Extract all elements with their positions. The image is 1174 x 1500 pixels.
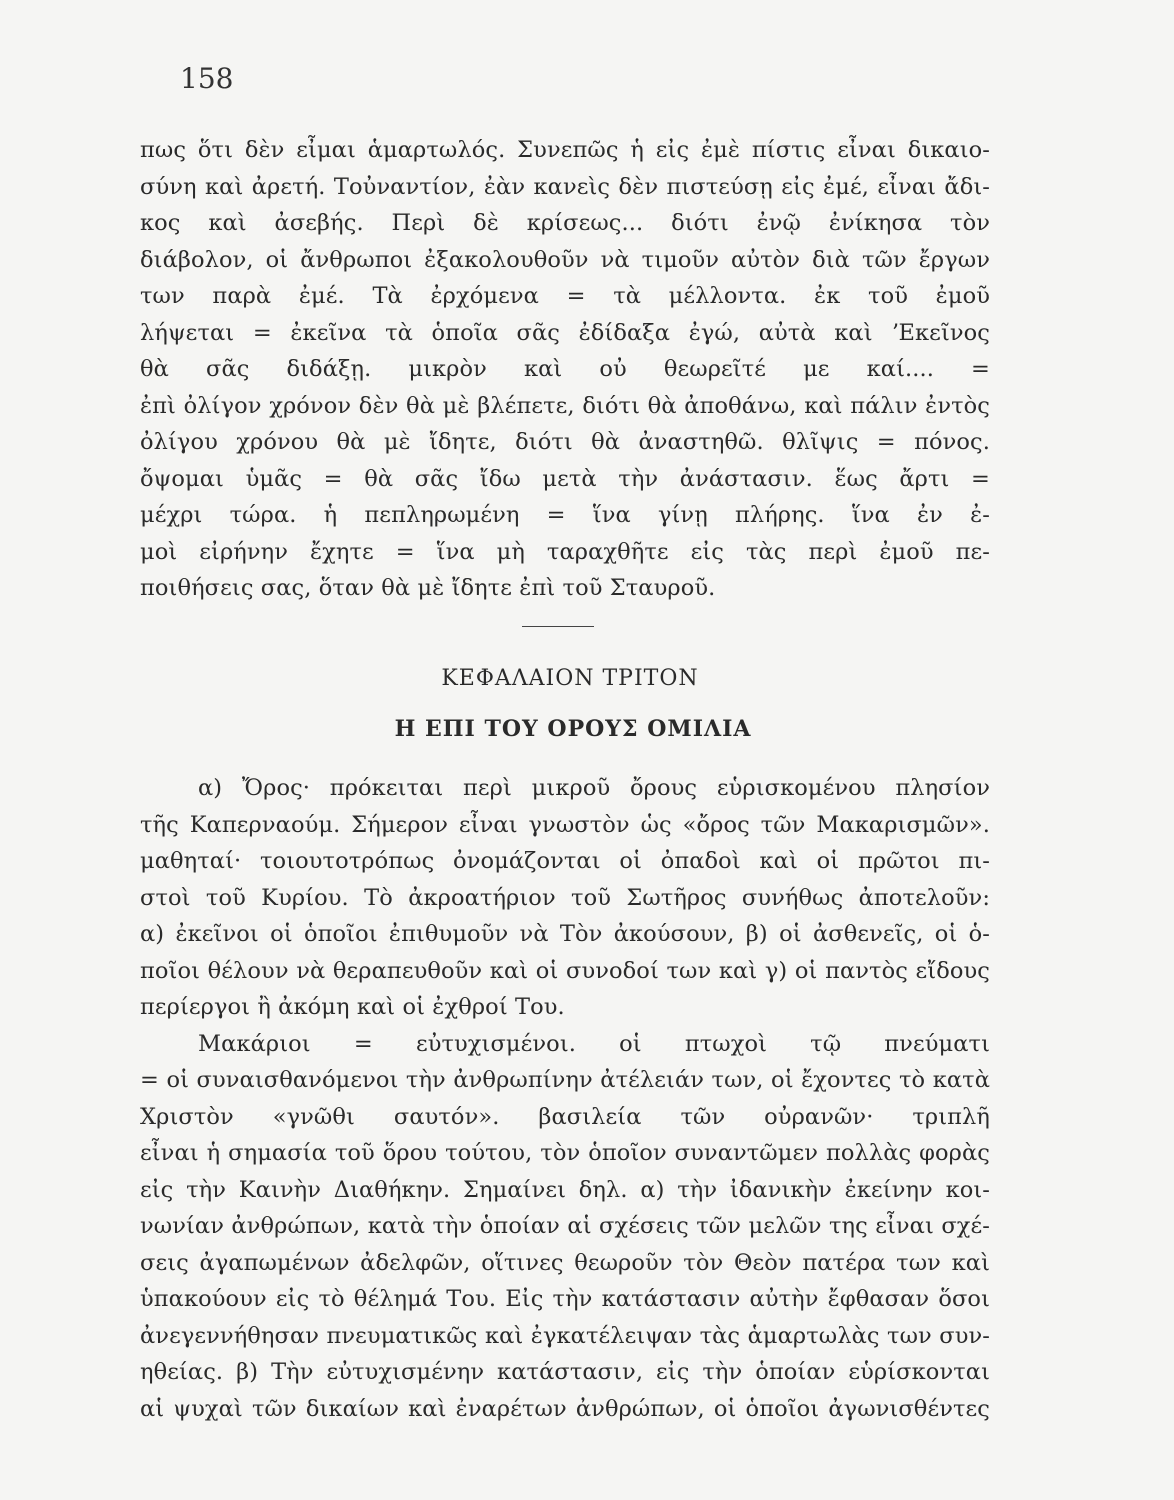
text-line: ὄψομαι ὑμᾶς = θὰ σᾶς ἴδω μετὰ τὴν ἀνάστασιν. ἕως ἄρτι = <box>140 465 990 492</box>
text-line: ἀνεγεννήθησαν πνευματικῶς καὶ ἐγκατέλειψαν τὰς ἁμαρτωλὰς των συν- <box>140 1322 990 1349</box>
text-line: μέχρι τώρα. ἡ πεπληρωμένη = ἵνα γίνῃ πλήρης. ἵνα ἐν ἐ- <box>140 502 990 528</box>
text-line: α) Ὄρος· πρόκειται περὶ μικροῦ ὄρους εὑρισκομένου πλησίον <box>198 775 990 801</box>
text-line: λήψεται = ἐκεῖνα τὰ ὁποῖα σᾶς ἐδίδαξα ἐγώ, αὐτὰ καὶ ʼΕκεῖνος <box>140 319 990 346</box>
text-line: νωνίαν ἀνθρώπων, κατὰ τὴν ὁποίαν αἱ σχέσεις τῶν μελῶν της εἶναι σχέ- <box>140 1213 990 1239</box>
text-line: ηθείας. β) Τὴν εὐτυχισμένην κατάστασιν, εἰς τὴν ὁποίαν εὑρίσκονται <box>140 1359 990 1385</box>
page-number: 158 <box>180 62 234 95</box>
text-line: Χριστὸν «γνῶθι σαυτόν». βασιλεία τῶν οὐρανῶν· τριπλῆ <box>140 1103 990 1130</box>
text-line: ποῖοι θέλουν νὰ θεραπευθοῦν καὶ οἱ συνοδοί των καὶ γ) οἱ παντὸς εἴδους <box>140 957 990 984</box>
text-line: τῆς Καπερναούμ. Σήμερον εἶναι γνωστὸν ὡς «ὄρος τῶν Μακαρισμῶν». <box>140 811 990 838</box>
chapter-label: ΚΕΦΑΛΑΙΟΝ ΤΡΙΤΟΝ <box>441 666 699 691</box>
text-line: ὑπακούουν εἰς τὸ θέλημά Του. Εἰς τὴν κατάστασιν αὐτὴν ἔφθασαν ὅσοι <box>140 1286 990 1312</box>
text-line: κος καὶ ἀσεβής. Περὶ δὲ κρίσεως... διότι ἐνῷ ἐνίκησα τὸν <box>140 210 990 236</box>
text-line: θὰ σᾶς διδάξῃ. μικρὸν καὶ οὐ θεωρεῖτέ με καί.... = <box>140 356 990 382</box>
text-line: περίεργοι ἢ ἀκόμη καὶ οἱ ἐχθροί Του. <box>140 994 565 1020</box>
text-line: = οἱ συναισθανόμενοι τὴν ἀνθρωπίνην ἀτέλειάν των, οἱ ἔχοντες τὸ κατὰ <box>140 1067 990 1093</box>
text-line: διάβολον, οἱ ἄνθρωποι ἐξακολουθοῦν νὰ τιμοῦν αὐτὸν διὰ τῶν ἔργων <box>140 246 990 273</box>
text-line: στοὶ τοῦ Κυρίου. Τὸ ἀκροατήριον τοῦ Σωτῆρος συνήθως ἀποτελοῦν: <box>140 884 990 911</box>
chapter-title: Η ΕΠΙ ΤΟΥ ΟΡΟΥΣ ΟΜΙΛΙΑ <box>394 716 752 742</box>
text-line: ὀλίγου χρόνου θὰ μὲ ἴδητε, διότι θὰ ἀναστηθῶ. θλῖψις = πόνος. <box>140 429 990 455</box>
text-line: αἱ ψυχαὶ τῶν δικαίων καὶ ἐναρέτων ἀνθρώπων, οἱ ὁποῖοι ἀγωνισθέντες <box>140 1395 990 1422</box>
text-line: σύνη καὶ ἀρετή. Τοὐναντίον, ἐὰν κανεὶς δὲν πιστεύσῃ εἰς ἐμέ, εἶναι ἄδι- <box>140 173 990 200</box>
text-line: Μακάριοι = εὐτυχισμένοι. οἱ πτωχοὶ τῷ πνεύματι <box>198 1030 990 1057</box>
commentary-text-top <box>140 132 990 607</box>
text-line: εἰς τὴν Καινὴν Διαθήκην. Σημαίνει δηλ. α) τὴν ἰδανικὴν ἐκείνην κοι- <box>140 1176 990 1203</box>
text-line: ἐπὶ ὀλίγον χρόνον δὲν θὰ μὲ βλέπετε, διότι θὰ ἀποθάνω, καὶ πάλιν ἐντὸς <box>140 392 990 419</box>
text-line: μαθηταί· τοιουτοτρόπως ὀνομάζονται οἱ ὀπαδοὶ καὶ οἱ πρῶτοι πι- <box>140 848 990 874</box>
section-divider <box>522 626 594 627</box>
text-line: των παρὰ ἐμέ. Τὰ ἐρχόμενα = τὰ μέλλοντα. ἐκ τοῦ ἐμοῦ <box>140 283 990 309</box>
text-line: α) ἐκεῖνοι οἱ ὁποῖοι ἐπιθυμοῦν νὰ Τὸν ἀκούσουν, β) οἱ ἀσθενεῖς, οἱ ὁ- <box>140 921 990 947</box>
text-line: ποιθήσεις σας, ὅταν θὰ μὲ ἴδητε ἐπὶ τοῦ Σταυροῦ. <box>140 575 716 601</box>
text-line: εἶναι ἡ σημασία τοῦ ὅρου τούτου, τὸν ὁποῖον συναντῶμεν πολλὰς φορὰς <box>140 1140 990 1166</box>
text-line: μοὶ εἰρήνην ἔχητε = ἵνα μὴ ταραχθῆτε εἰς τὰς περὶ ἐμοῦ πε- <box>140 538 990 565</box>
commentary-text-bottom <box>140 770 990 1427</box>
text-line: πως ὅτι δὲν εἶμαι ἁμαρτωλός. Συνεπῶς ἡ εἰς ἐμὲ πίστις εἶναι δικαιο- <box>140 137 990 163</box>
text-line: σεις ἀγαπωμένων ἀδελφῶν, οἵτινες θεωροῦν τὸν Θεὸν πατέρα των καὶ <box>140 1249 990 1276</box>
